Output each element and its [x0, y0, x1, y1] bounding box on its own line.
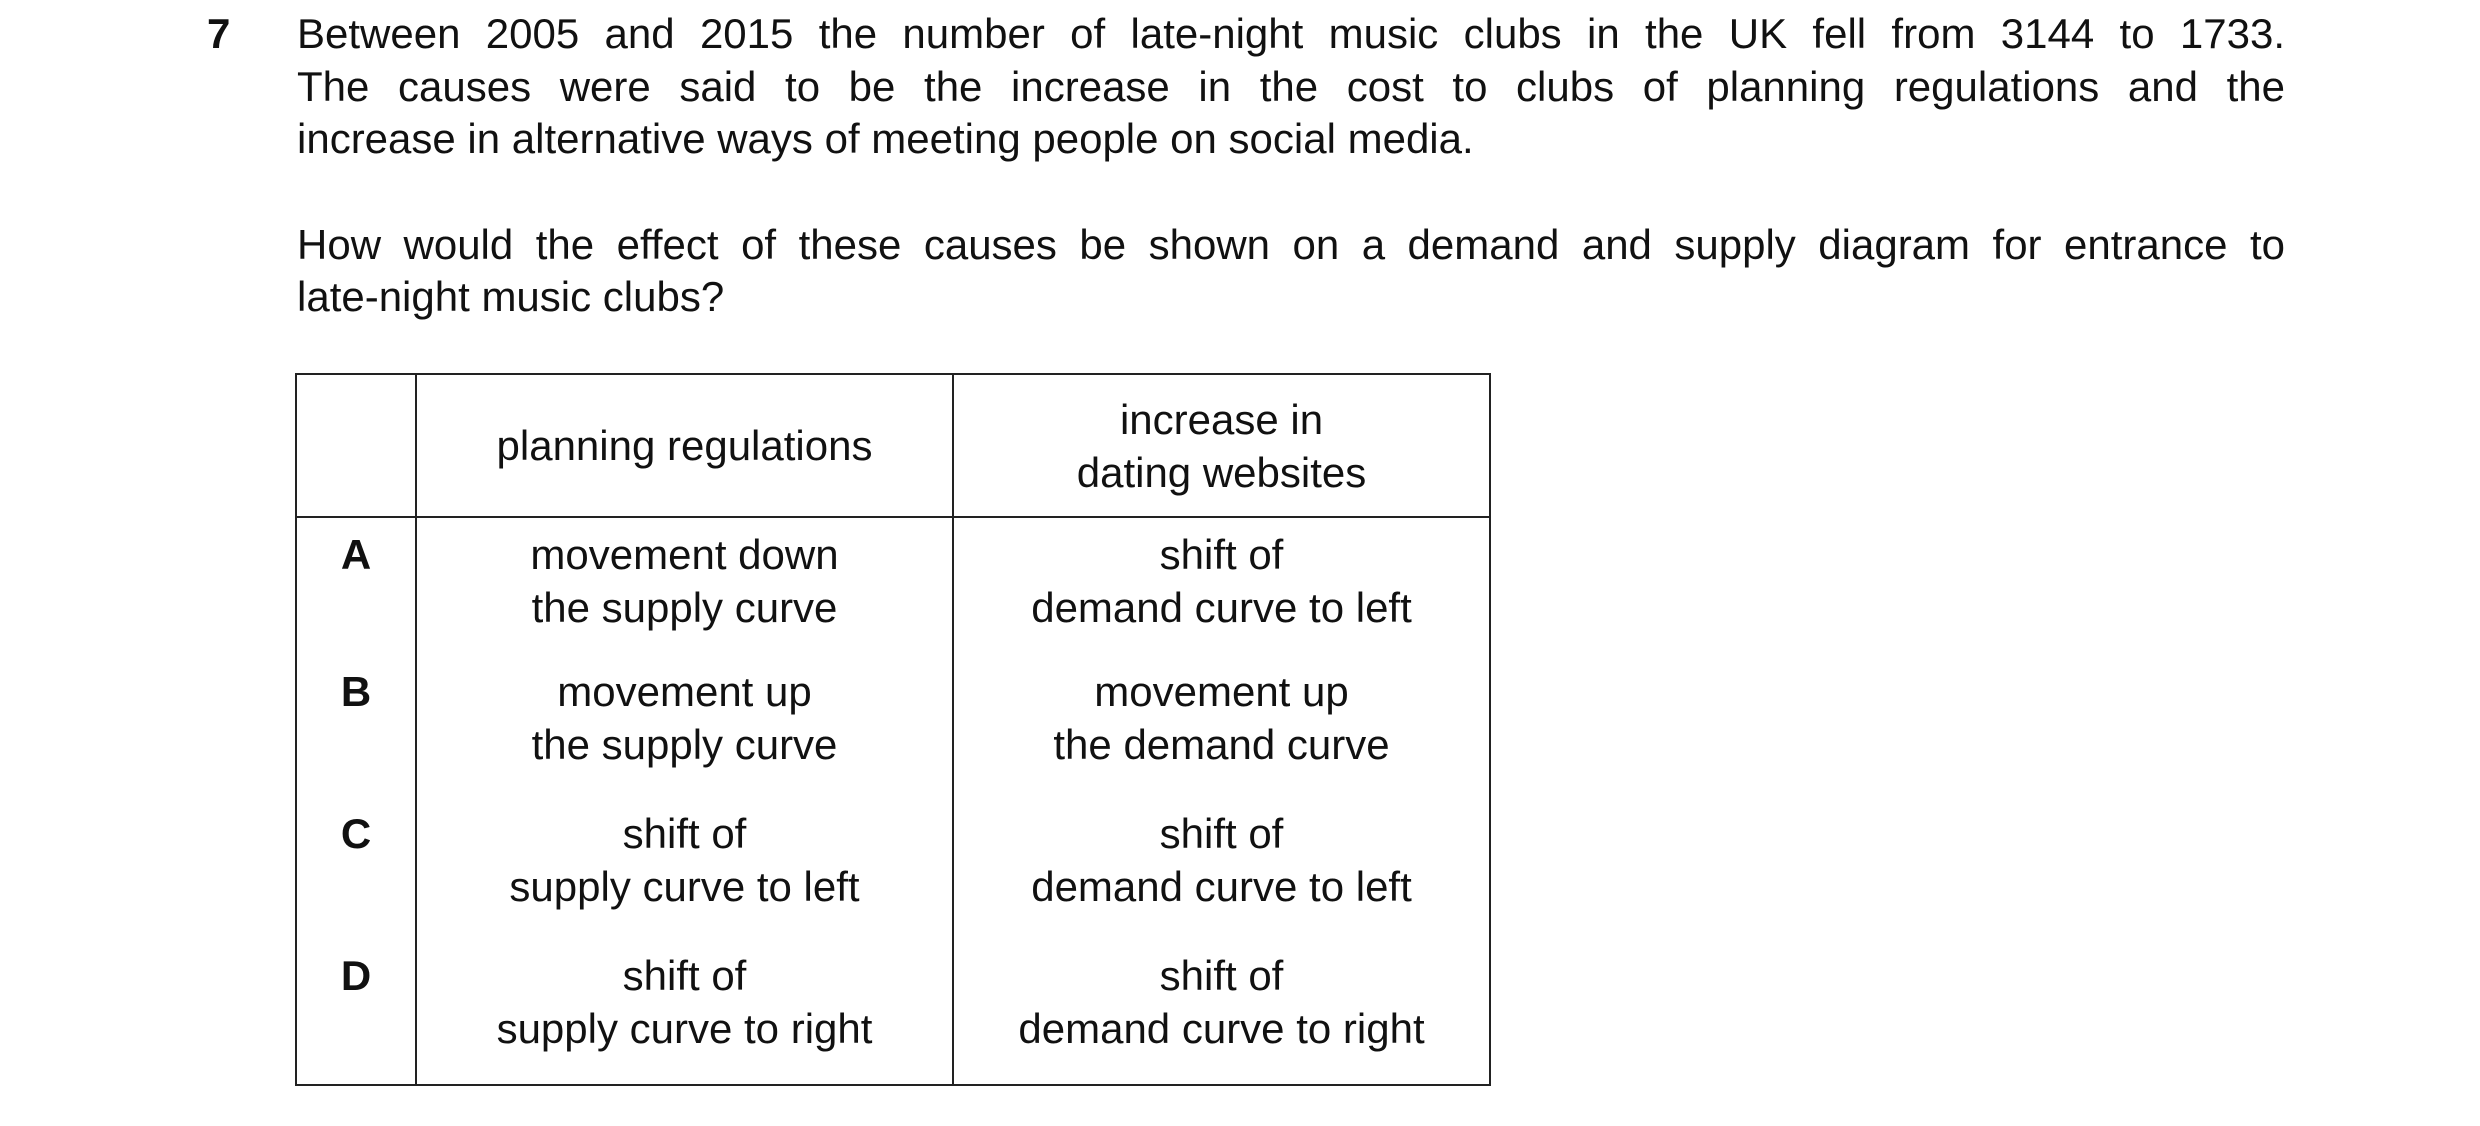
cell-line: demand curve to right: [1018, 1005, 1425, 1052]
header-blank-cell: [296, 374, 416, 517]
cell-line: movement down: [530, 531, 839, 578]
header-line: increase in: [1119, 395, 1324, 443]
options-table: [295, 373, 1491, 1086]
cell-line: shift of: [622, 952, 747, 999]
cell-line: movement up: [1094, 668, 1349, 715]
planning-effect-cell: [416, 659, 953, 801]
cell-line: the supply curve: [531, 584, 838, 631]
cell-line: the demand curve: [1053, 721, 1390, 768]
dating-effect-cell: [953, 801, 1490, 943]
question-number: 7: [207, 10, 231, 57]
question-prompt: [297, 219, 2285, 324]
option-letter: B: [296, 659, 416, 801]
planning-effect-cell: [416, 801, 953, 943]
header-dating-websites: [953, 374, 1490, 517]
question-context: [297, 8, 2285, 166]
dating-effect-cell: [953, 517, 1490, 659]
header-line: dating websites: [1076, 448, 1367, 496]
stem-line: increase in alternative ways of meeting people on social media.: [297, 115, 1474, 162]
cell-line: supply curve to left: [509, 863, 860, 910]
cell-line: shift of: [1159, 810, 1284, 857]
header-planning-regulations: planning regulations: [416, 374, 953, 517]
cell-line: the supply curve: [531, 721, 838, 768]
planning-effect-cell: [416, 943, 953, 1085]
option-letter: D: [296, 943, 416, 1085]
cell-line: movement up: [557, 668, 812, 715]
prompt-line: late-night music clubs?: [297, 273, 725, 320]
option-row-b[interactable]: [296, 659, 1490, 801]
cell-line: shift of: [1159, 531, 1284, 578]
cell-line: demand curve to left: [1031, 584, 1412, 631]
question-stem: [297, 8, 2285, 324]
dating-effect-cell: [953, 659, 1490, 801]
planning-effect-cell: [416, 517, 953, 659]
stem-line: Between 2005 and 2015 the number of late-night music clubs in the UK fell from 3144 to 1733.: [297, 10, 2285, 57]
option-row-d[interactable]: [296, 943, 1490, 1085]
table-header-row: [296, 374, 1490, 517]
cell-line: shift of: [1159, 952, 1284, 999]
option-row-c[interactable]: [296, 801, 1490, 943]
stem-line: The causes were said to be the increase in the cost to clubs of planning regulations and the: [297, 62, 2285, 110]
cell-line: shift of: [622, 810, 747, 857]
option-letter: C: [296, 801, 416, 943]
option-row-a[interactable]: [296, 517, 1490, 659]
prompt-line: How would the effect of these causes be shown on a demand and supply diagram for entrance to: [297, 220, 2285, 268]
cell-line: demand curve to left: [1031, 863, 1412, 910]
option-letter: A: [296, 517, 416, 659]
dating-effect-cell: [953, 943, 1490, 1085]
cell-line: supply curve to right: [496, 1005, 873, 1052]
